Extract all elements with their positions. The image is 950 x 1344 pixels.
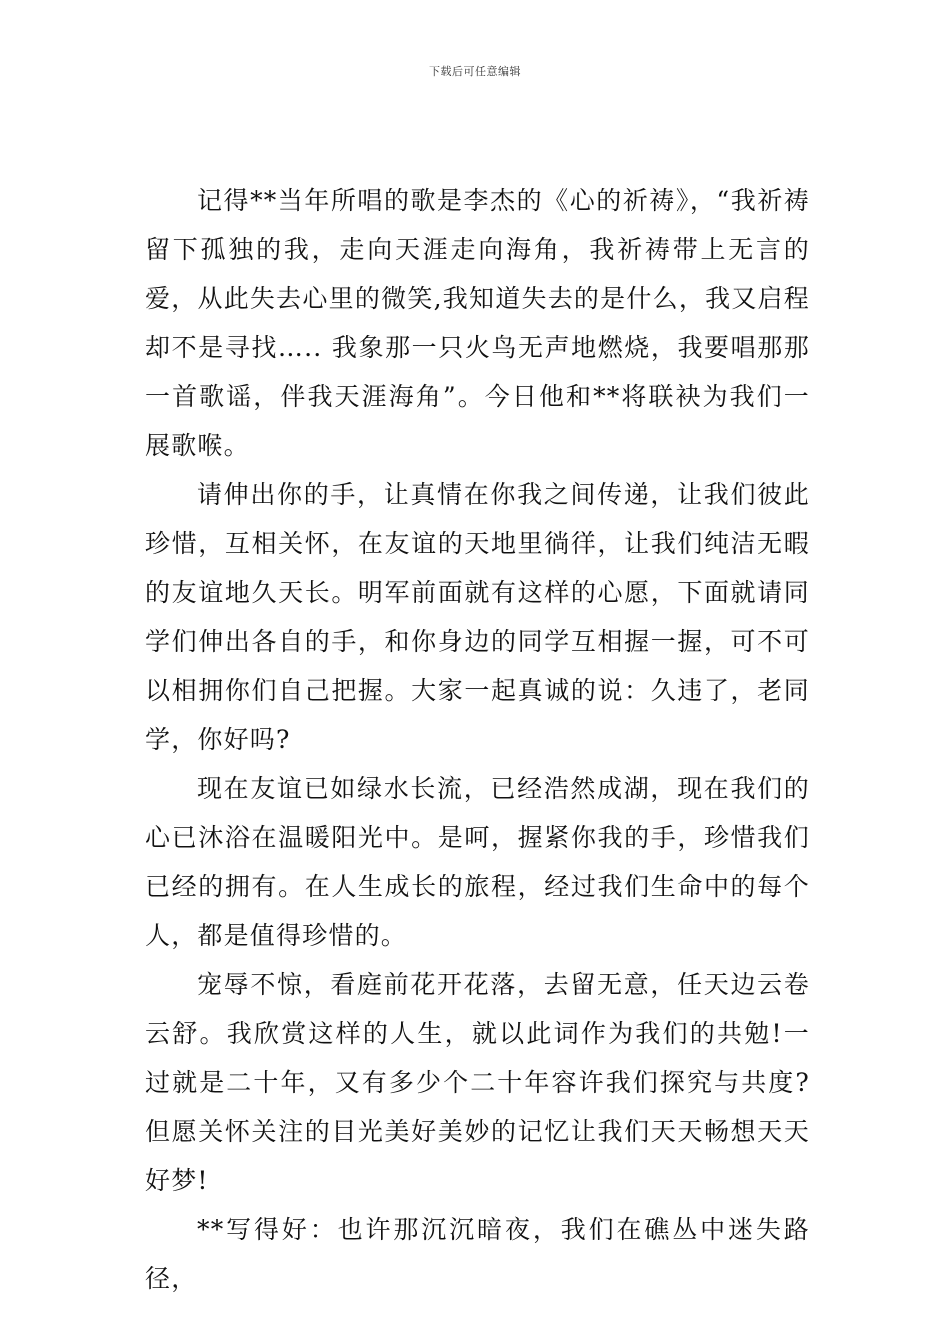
paragraph-2: 请伸出你的手，让真情在你我之间传递，让我们彼此珍惜，互相关怀，在友谊的天地里徜徉，让我们纯洁无暇的友谊地久天长。明军前面就有这样的心愿，下面就请同学们伸出各自的手，和你身边的同学互相握一握，可不可以相拥你们自己把握。大家一起真诚的说：久违了，老同学，你好吗? [145, 480, 810, 754]
document-body [145, 176, 810, 1303]
paragraph-1: 记得**当年所唱的歌是李杰的《心的祈祷》，“我祈祷留下孤独的我，走向天涯走向海角，我祈祷带上无言的爱，从此失去心里的微笑,我知道失去的是什么，我又启程却不是寻找….. 我象那一只火鸟无声地燃烧，我要唱那那一首歌谣，伴我天涯海角”。今日他和**将联袂为我们一展歌喉。 [145, 186, 810, 460]
paragraph-5: **写得好：也许那沉沉暗夜，我们在礁丛中迷失路径， [145, 1215, 810, 1293]
page-header: 下载后可任意编辑 [429, 65, 521, 78]
paragraph-3: 现在友谊已如绿水长流，已经浩然成湖，现在我们的心已沐浴在温暖阳光中。是呵，握紧你我的手，珍惜我们已经的拥有。在人生成长的旅程，经过我们生命中的每个人，都是值得珍惜的。 [145, 774, 810, 950]
paragraph-4: 宠辱不惊，看庭前花开花落，去留无意，任天边云卷云舒。我欣赏这样的人生，就以此词作为我们的共勉!一过就是二十年，又有多少个二十年容许我们探究与共度?但愿关怀关注的目光美好美妙的记忆让我们天天畅想天天好梦! [145, 970, 810, 1195]
